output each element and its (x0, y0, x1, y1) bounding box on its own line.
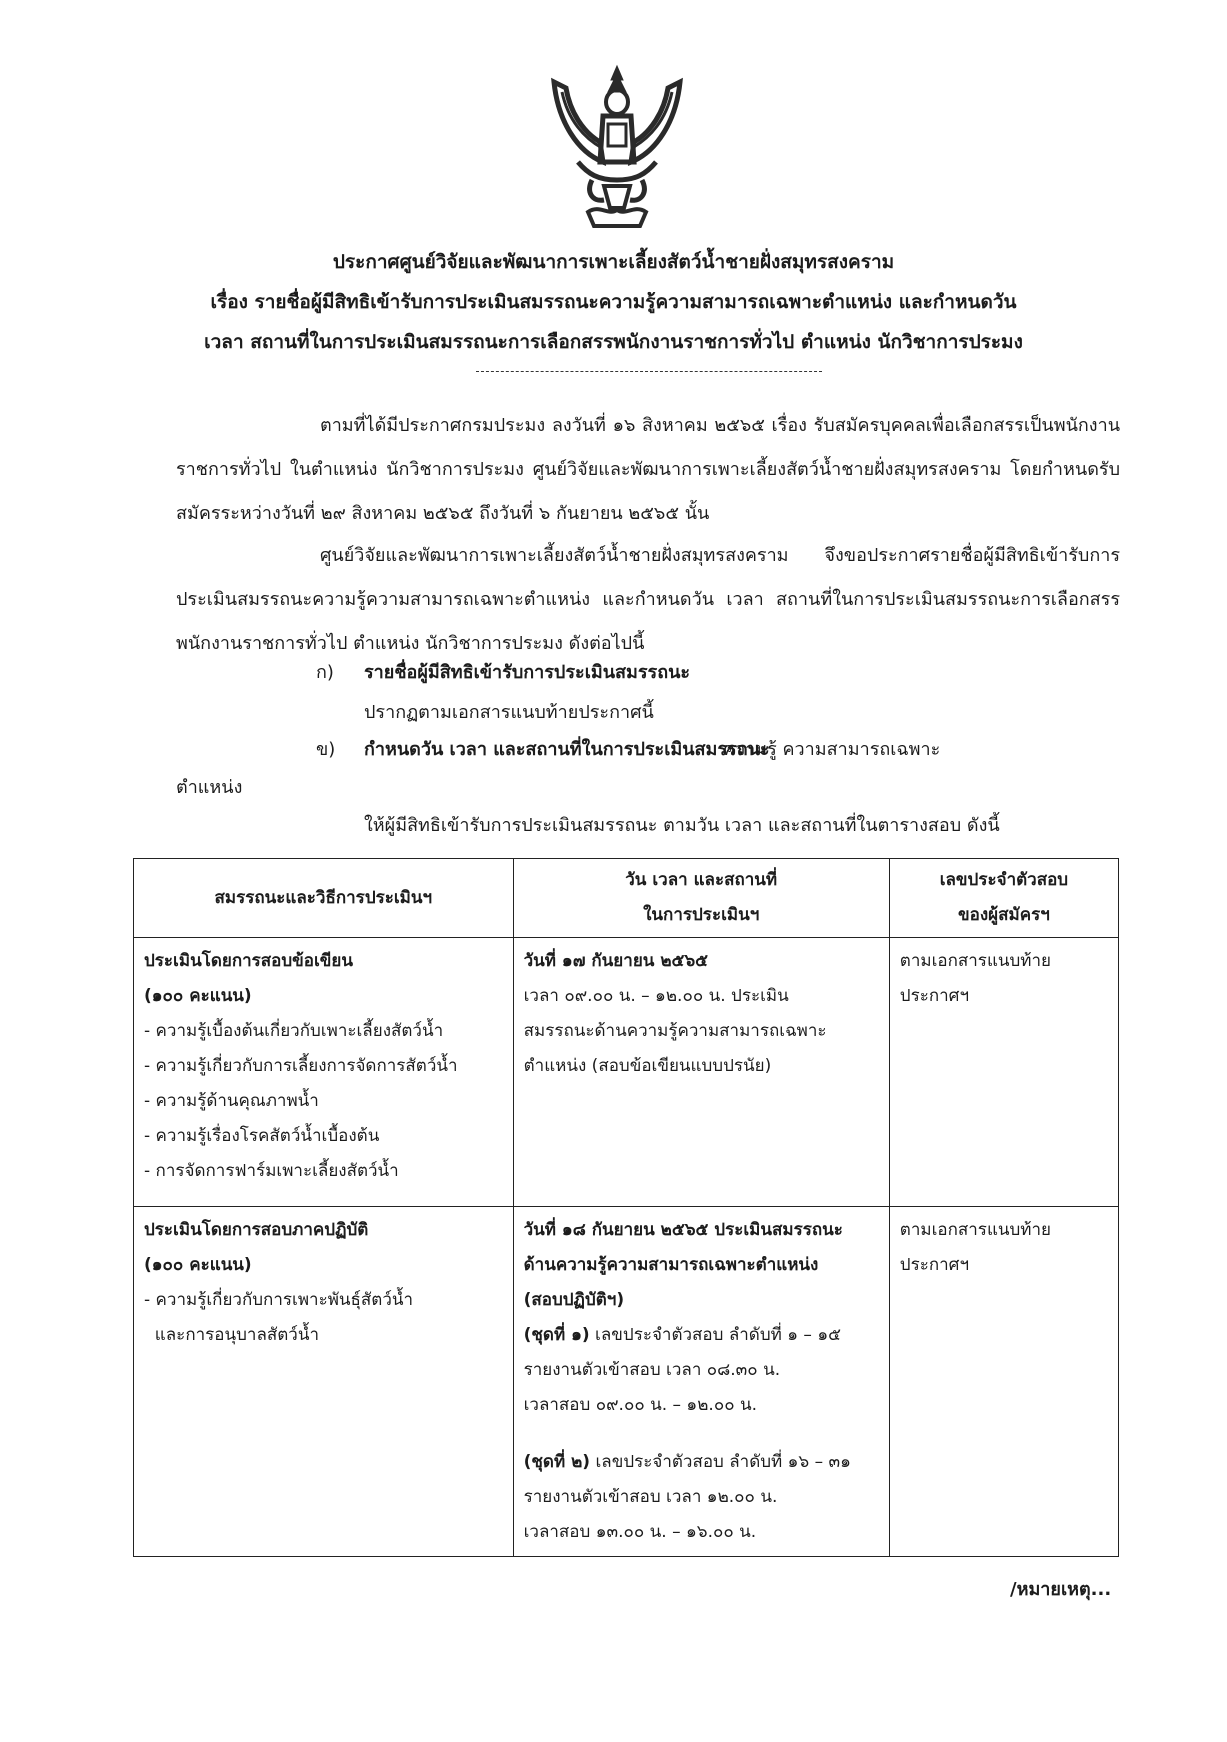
header-date-place: วัน เวลา และสถานที่ ในการประเมินฯ (513, 859, 889, 938)
table-row (134, 938, 1119, 1207)
item-a-description: ปรากฏตามเอกสารแนบท้ายประกาศนี้ (364, 702, 654, 723)
list-item: - ความรู้เกี่ยวกับการเลี้ยงการจัดการสัตว์น้ำ (144, 1056, 458, 1076)
set1-label: (ชุดที่ ๑) (523, 1325, 590, 1345)
item-b-marker: ข) (316, 739, 336, 760)
list-item: - ความรู้เกี่ยวกับการเพาะพันธุ์สัตว์น้ำ (144, 1290, 414, 1310)
practical-exam-ids: ตามเอกสารแนบท้าย ประกาศฯ (889, 1207, 1118, 1557)
table-header-row (134, 859, 1119, 938)
item-b-title: กำหนดวัน เวลา และสถานที่ในการประเมินสมรรถนะ (364, 739, 770, 760)
paragraph-announcement: ศูนย์วิจัยและพัฒนาการเพาะเลี้ยงสัตว์น้ำชายฝั่งสมุทรสงคราม จึงขอประกาศรายชื่อผู้มีสิทธิเข้ารับการประเมินสมรรถนะความรู้ความสามารถเฉพาะตำแหน่ง และกำหนดวัน เวลา สถานที่ในการประเมินสมรรถนะการเลือกสรรพนักงานราชการทั่วไป ตำแหน่ง นักวิชาการประมง ดังต่อไปนี้ (176, 545, 1120, 654)
practical-exam-schedule: วันที่ ๑๘ กันยายน ๒๕๖๕ ประเมินสมรรถนะ ด้านความรู้ความสามารถเฉพาะตำแหน่ง (สอบปฏิบัติฯ) (ชุดที่ ๑) เลขประจำตัวสอบ ลำดับที่ ๑ – ๑๕ รายงานตัวเข้าสอบ เวลา ๐๘.๓๐ น. เวลาสอบ ๐๙.๐๐ น. – ๑๒.๐๐ น. (ชุดที่ ๒) เลขประจำตัวสอบ ลำดับที่ ๑๖ – ๓๑ รายงานตัวเข้าสอบ เวลา ๑๒.๐๐ น. เวลาสอบ ๑๓.๐๐ น. – ๑๖.๐๐ น. (513, 1207, 889, 1557)
list-item: และการอนุบาลสัตว์น้ำ (144, 1325, 319, 1345)
item-b-title-rest: ความรู้ ความสามารถเฉพาะ (723, 739, 941, 760)
written-exam-competency: ประเมินโดยการสอบข้อเขียน (๑๐๐ คะแนน) - ความรู้เบื้องต้นเกี่ยวกับเพาะเลี้ยงสัตว์น้ำ - ความรู้เกี่ยวกับการเลี้ยงการจัดการสัตว์น้ำ - ความรู้ด้านคุณภาพน้ำ - ความรู้เรื่องโรคสัตว์น้ำเบื้องต้น - การจัดการฟาร์มเพาะเลี้ยงสัตว์น้ำ (134, 938, 514, 1207)
continued-note: /หมายเหตุ... (1010, 1579, 1112, 1600)
set2-label: (ชุดที่ ๒) (523, 1452, 591, 1472)
written-exam-schedule: วันที่ ๑๗ กันยายน ๒๕๖๕ เวลา ๐๙.๐๐ น. – ๑๒.๐๐ น. ประเมิน สมรรถนะด้านความรู้ความสามารถเฉพาะ ตำแหน่ง (สอบข้อเขียนแบบปรนัย) (513, 938, 889, 1207)
item-a-title: รายชื่อผู้มีสิทธิเข้ารับการประเมินสมรรถนะ (364, 662, 691, 683)
announcement-title: ประกาศศูนย์วิจัยและพัฒนาการเพาะเลี้ยงสัตว์น้ำชายฝั่งสมุทรสงคราม (332, 251, 895, 273)
header-exam-id: เลขประจำตัวสอบ ของผู้สมัครฯ (889, 859, 1118, 938)
item-b-title-wrap: ตำแหน่ง (176, 777, 243, 798)
list-item: - ความรู้ด้านคุณภาพน้ำ (144, 1091, 319, 1111)
written-exam-ids: ตามเอกสารแนบท้าย ประกาศฯ (889, 938, 1118, 1207)
announcement-subject: เรื่อง รายชื่อผู้มีสิทธิเข้ารับการประเมินสมรรถนะความรู้ความสามารถเฉพาะตำแหน่ง และกำหนดวัน (210, 291, 1017, 313)
list-item: - ความรู้เบื้องต้นเกี่ยวกับเพาะเลี้ยงสัตว์น้ำ (144, 1021, 444, 1041)
list-item: - ความรู้เรื่องโรคสัตว์น้ำเบื้องต้น (144, 1126, 380, 1146)
table-row (134, 1207, 1119, 1557)
item-b-description: ให้ผู้มีสิทธิเข้ารับการประเมินสมรรถนะ ตามวัน เวลา และสถานที่ในตารางสอบ ดังนี้ (364, 815, 1000, 836)
paragraph-reference: ตามที่ได้มีประกาศกรมประมง ลงวันที่ ๑๖ สิงหาคม ๒๕๖๕ เรื่อง รับสมัครบุคคลเพื่อเลือกสรรเป็นพนักงานราชการทั่วไป ในตำแหน่ง นักวิชาการประมง ศูนย์วิจัยและพัฒนาการเพาะเลี้ยงสัตว์น้ำชายฝั่งสมุทรสงคราม โดยกำหนดรับสมัครระหว่างวันที่ ๒๙ สิงหาคม ๒๕๖๕ ถึงวันที่ ๖ กันยายน ๒๕๖๕ นั้น (176, 415, 1120, 524)
exam-schedule-table (133, 858, 1119, 1557)
list-item: - การจัดการฟาร์มเพาะเลี้ยงสัตว์น้ำ (144, 1161, 399, 1181)
announcement-subject-cont: เวลา สถานที่ในการประเมินสมรรถนะการเลือกสรรพนักงานราชการทั่วไป ตำแหน่ง นักวิชาการประมง (204, 331, 1023, 353)
header-competency: สมรรถนะและวิธีการประเมินฯ (134, 859, 514, 938)
garuda-emblem-icon (548, 62, 686, 230)
title-divider (476, 371, 822, 372)
item-a-marker: ก) (316, 662, 334, 683)
practical-exam-competency: ประเมินโดยการสอบภาคปฏิบัติ (๑๐๐ คะแนน) - ความรู้เกี่ยวกับการเพาะพันธุ์สัตว์น้ำ และการอนุบาลสัตว์น้ำ (134, 1207, 514, 1557)
